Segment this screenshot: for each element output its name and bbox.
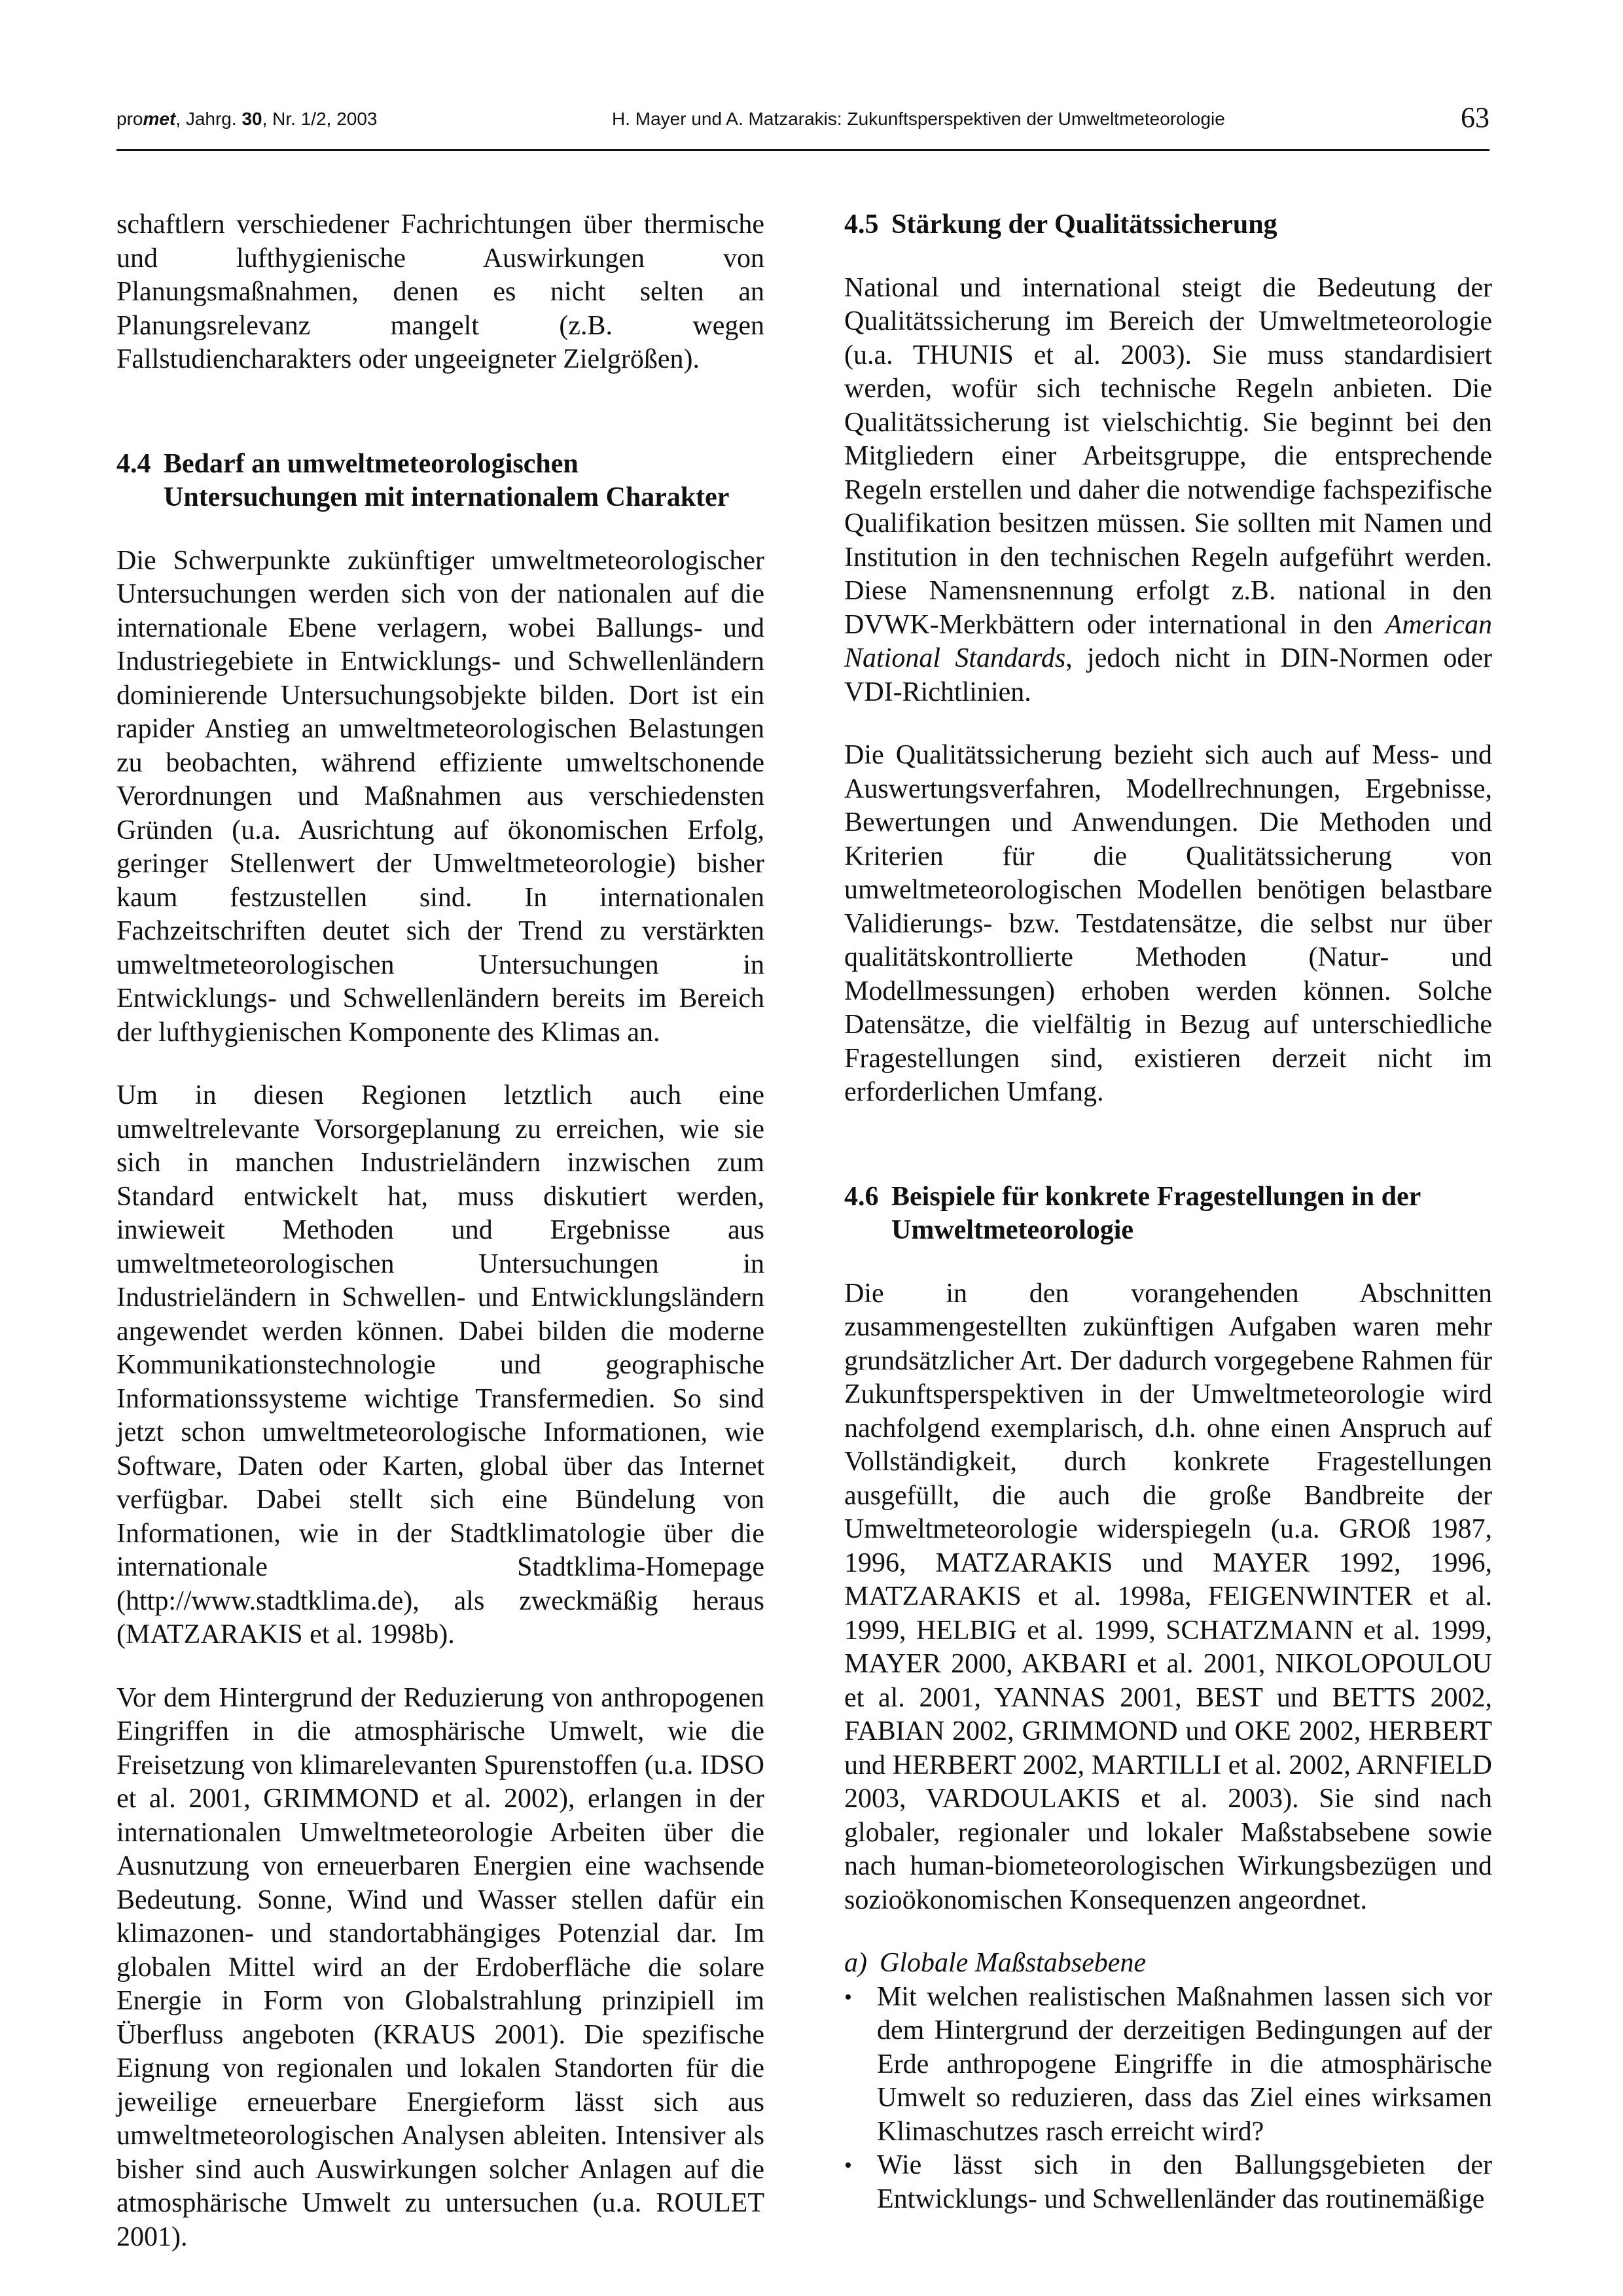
bullet-icon: • bbox=[844, 2153, 852, 2178]
paragraph: Die in den vorangehenden Abschnitten zusammengestellten zukünftigen Aufgaben waren mehr grundsätzlicher Art. Der dadurch vorgegebene Rahmen für Zukunftsperspektiven in der Umweltmeteorologie wird nachfolgend exemplarisch, d.h. ohne einen Anspruch auf Vollständigkeit, durch konkrete Fragestellungen ausgefüllt, die auch die große Bandbreite der Umweltmeteorologie widerspiegeln (u.a. GROß 1987, 1996, MATZARAKIS und MAYER 1992, 1996, MATZARAKIS et al. 1998a, FEIGENWINTER et al. 1999, HELBIG et al. 1999, SCHATZMANN et al. 1999, MAYER 2000, AKBARI et al. 2001, NIKOLOPOULOU et al. 2001, YANNAS 2001, BEST und BETTS 2002, FABIAN 2002, GRIMMOND und OKE 2002, HERBERT und HERBERT 2002, MARTILLI et al. 2002, ARNFIELD 2003, VARDOULAKIS et al. 2003). Sie sind nach globaler, regionaler und lokaler Maßstabsebene sowie nach human-biometeorologischen Wirkungsbezügen und sozioökonomischen Konsequenzen angeordnet. bbox=[844, 1278, 1492, 1915]
journal-name-pro: pro bbox=[116, 109, 143, 129]
paragraph: Die Qualitätssicherung bezieht sich auch auf Mess- und Auswertungsverfahren, Modellrechnungen, Ergebnisse, Bewertungen und Anwendungen. Die Methoden und Kriterien für die Qualitätssicherung von umweltmeteorologischen Modellen benötigen belastbare Validierungs- bzw. Testdatensätze, die selbst nur über qualitätskontrollierte Methoden (Natur- und Modellmessungen) erhoben werden können. Solche Datensätze, die vielfältig in Bezug auf unterschiedliche Fragestellungen sind, existieren derzeit nicht im erforderlichen Umfang. bbox=[844, 740, 1492, 1107]
subheading-label: a) bbox=[844, 1948, 867, 1978]
list-item-text: Mit welchen realistischen Maßnahmen lassen sich vor dem Hintergrund der derzeitigen Bedingungen auf der Erde anthropogene Eingriffe in die atmosphärische Umwelt so reduzieren, dass das Ziel eines wirksamen Klimaschutzes rasch erreicht wird? bbox=[877, 1981, 1492, 2147]
list-item bbox=[844, 1981, 1492, 2149]
paragraph-text: National und international steigt die Bedeutung der Qualitätssicherung im Bereich der Umweltmeteorologie (u.a. THUNIS et al. 2003). Sie muss standardisiert werden, wofür sich technische Regeln anbieten. Die Qualitätssicherung ist vielschichtig. Sie beginnt bei den Mitgliedern einer Arbeitsgruppe, die entsprechende Regeln erstellen und daher die notwendige fachspezifische Qualifikation besitzen müssen. Sie sollten mit Namen und Institution in den technischen Regeln aufgeführt werden. Diese Namensnennung erfolgt z.B. national in den DVWK-Merkbättern oder international in den bbox=[844, 272, 1492, 640]
section-number: 4.4 bbox=[116, 448, 151, 479]
subheading bbox=[844, 1947, 1492, 1981]
journal-issue: , Nr. 1/2, 2003 bbox=[262, 109, 378, 129]
journal-mid: , Jahrg. bbox=[175, 109, 242, 129]
section-heading-4-5 bbox=[844, 208, 1492, 242]
section-number: 4.5 bbox=[844, 209, 879, 239]
italic-title: American National Standards bbox=[844, 609, 1492, 673]
section-heading-4-6 bbox=[844, 1180, 1492, 1248]
journal-volume: 30 bbox=[241, 109, 262, 129]
paragraph: Vor dem Hintergrund der Reduzierung von anthropogenen Eingriffen in die atmosphärische Umwelt, wie die Freisetzung von klimarelevanten Spurenstoffen (u.a. IDSO et al. 2001, GRIMMOND et al. 2002), erlangen in der internationalen Umweltmeteorologie Arbeiten über die Ausnutzung von erneuerbaren Energien eine wachsende Bedeutung. Sonne, Wind und Wasser stellen dafür ein klimazonen- und standortabhängiges Potenzial dar. Im globalen Mittel wird an der Erdoberfläche die solare Energie in Form von Globalstrahlung prinzipiell im Überfluss angeboten (KRAUS 2001). Die spezifische Eignung von regionalen und lokalen Standorten für die jeweilige erneuerbare Energieform lässt sich aus umweltmeteorologischen Analysen ableiten. Intensiver als bisher sind auch Auswirkungen solcher Anlagen auf die atmosphärische Umwelt zu untersuchen (u.a. ROULET 2001). bbox=[116, 1682, 764, 2252]
section-title: Beispiele für konkrete Fragestellungen in der Umweltmeteorologie bbox=[891, 1181, 1421, 1245]
bullet-icon: • bbox=[844, 1985, 852, 2009]
journal-citation bbox=[116, 109, 377, 130]
left-column bbox=[116, 208, 764, 2254]
paragraph: Die Schwerpunkte zukünftiger umweltmeteorologischer Untersuchungen werden sich von der nationalen auf die internationale Ebene verlagern, wobei Ballungs- und Industriegebiete in Entwicklungs- und Schwellenländern dominierende Untersuchungsobjekte bilden. Dort ist ein rapider Anstieg an umweltmeteorologischen Belastungen zu beobachten, während effiziente umweltschonende Verordnungen und Maßnahmen aus verschiedensten Gründen (u.a. Ausrichtung auf ökonomischen Erfolg, geringer Stellenwert der Umweltmeteorologie) bisher kaum festzustellen sind. In internationalen Fachzeitschriften deutet sich der Trend zu verstärkten umweltmeteorologischen Untersuchungen in Entwicklungs- und Schwellenländern bereits im Bereich der lufthygienischen Komponente des Klimas an. bbox=[116, 545, 764, 1048]
list-item bbox=[844, 2149, 1492, 2216]
paragraph-text: , jedoch nicht in DIN-Normen oder VDI-Richtlinien. bbox=[844, 643, 1492, 707]
bullet-list bbox=[844, 1981, 1492, 2217]
running-title: H. Mayer und A. Matzarakis: Zukunftsperspektiven der Umweltmeteorologie bbox=[612, 109, 1225, 129]
page-number: 63 bbox=[1461, 101, 1489, 133]
page-header bbox=[116, 103, 1489, 151]
section-title: Bedarf an umweltmeteorologischen Untersuchungen mit internationalem Charakter bbox=[164, 448, 730, 512]
section-heading-4-4 bbox=[116, 448, 764, 515]
paragraph-continuation: schaftlern verschiedener Fachrichtungen über thermische und lufthygienische Auswirkungen von Planungsmaßnahmen, denen es nicht selten an Planungsrelevanz mangelt (z.B. wegen Fallstudiencharakters oder ungeeigneter Zielgrößen). bbox=[116, 209, 764, 374]
paragraph: Um in diesen Regionen letztlich auch eine umweltrelevante Vorsorgeplanung zu erreichen, wie sie sich in manchen Industrieländern inzwischen zum Standard entwickelt hat, muss diskutiert werden, inwieweit Methoden und Ergebnisse aus umweltmeteorologischen Untersuchungen in Industrieländern in Schwellen- und Entwicklungsländern angewendet werden können. Dabei bilden die moderne Kommunikationstechnologie und geographische Informationssysteme wichtige Transfermedien. So sind jetzt schon umweltmeteorologische Informationen, wie Software, Daten oder Karten, global über das Internet verfügbar. Dabei stellt sich eine Bündelung von Informationen, wie in der Stadtklimatologie über die internationale Stadtklima-Homepage (http://www.stadtklima.de), als zweckmäßig heraus (MATZARAKIS et al. 1998b). bbox=[116, 1080, 764, 1650]
paragraph bbox=[844, 272, 1492, 710]
list-item-text: Wie lässt sich in den Ballungsgebieten der Entwicklungs- und Schwellenländer das routinemäßige bbox=[877, 2150, 1492, 2214]
right-column bbox=[844, 208, 1492, 2216]
subheading-text: Globale Maßstabsebene bbox=[880, 1948, 1147, 1978]
section-number: 4.6 bbox=[844, 1181, 879, 1212]
section-title: Stärkung der Qualitätssicherung bbox=[891, 209, 1277, 239]
journal-name-met: met bbox=[143, 109, 176, 129]
